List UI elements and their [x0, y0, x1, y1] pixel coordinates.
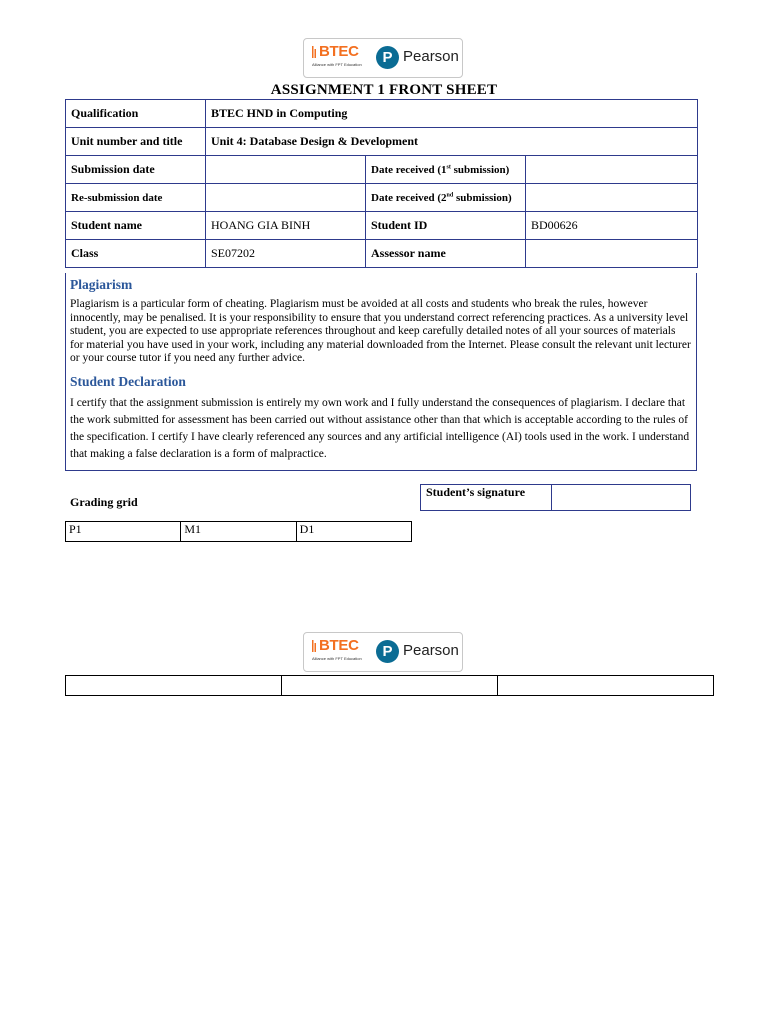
assessor-field[interactable]: [526, 240, 698, 268]
grade-cell-p1[interactable]: P1: [66, 522, 181, 542]
class-label: Class: [66, 240, 206, 268]
unit-row: [66, 128, 698, 156]
grade-cell-d1[interactable]: D1: [296, 522, 411, 542]
page2-cell-1[interactable]: [66, 676, 282, 696]
student-name-value[interactable]: HOANG GIA BINH: [206, 212, 366, 240]
btec-logo-2: [312, 637, 368, 667]
date-received-2-prefix: Date received (2: [371, 191, 447, 204]
grading-grid-label: Grading grid: [70, 495, 138, 509]
grading-grid: [65, 521, 412, 542]
signature-field[interactable]: [552, 485, 691, 511]
btec-tagline: Alliance with FPT Education: [312, 62, 362, 67]
date-received-2-field[interactable]: [526, 184, 698, 212]
unit-label: Unit number and title: [66, 128, 206, 156]
plagiarism-text: Plagiarism is a particular form of cheating. Plagiarism must be avoided at all costs and students who break the rules, however innocently, may be penalised. It is your responsibility to ensure that you understand correct referencing practices. As a university level student, you are expected to use appropriate references throughout and keep carefully detailed notes of all your sources of materials for material you have used in your work, including any material downloaded from the Internet. Please consult the relevant unit lecturer or your course tutor if you need any further advice.: [70, 298, 691, 364]
pearson-wordmark-2: Pearson: [403, 642, 459, 659]
resubmission-row: [66, 184, 698, 212]
page2-header-logo: [303, 632, 463, 672]
plagiarism-heading: Plagiarism: [70, 277, 133, 292]
header-logo: [303, 38, 463, 78]
class-row: [66, 240, 698, 268]
date-received-1-prefix: Date received (1: [371, 163, 447, 176]
declaration-text: I certify that the assignment submission is entirely my own work and I fully understand the consequences of plagiarism. I declare that the work submitted for assessment has been carried out without assistance other than that which is acceptable according to the rules of the specification. I certify I have clearly referenced any sources and any artificial intelligence (AI) tools used in the work. I understand that making a false declaration is a form of malpractice.: [70, 396, 690, 460]
btec-mark-icon: [312, 640, 317, 652]
signature-row: [421, 485, 691, 511]
date-received-2-sup: nd: [446, 191, 454, 198]
page2-cell-3[interactable]: [498, 676, 714, 696]
submission-row: [66, 156, 698, 184]
signature-table: [420, 484, 691, 511]
student-name-label: Student name: [66, 212, 206, 240]
resubmission-date-label: Re-submission date: [66, 184, 206, 212]
front-sheet-table: [65, 99, 698, 268]
grade-cell-m1[interactable]: M1: [181, 522, 296, 542]
submission-date-label: Submission date: [66, 156, 206, 184]
declaration-heading: Student Declaration: [70, 373, 186, 389]
btec-mark-icon: [312, 46, 317, 58]
pearson-wordmark: Pearson: [403, 48, 459, 65]
btec-tagline-2: Alliance with FPT Education: [312, 656, 362, 661]
date-received-2-suffix: submission): [453, 191, 512, 204]
qualification-label: Qualification: [66, 100, 206, 128]
class-value[interactable]: SE07202: [206, 240, 366, 268]
pearson-p-icon: P: [376, 46, 399, 69]
qualification-value: BTEC HND in Computing: [206, 100, 698, 128]
date-received-1-field[interactable]: [526, 156, 698, 184]
btec-wordmark-2: BTEC: [319, 637, 359, 654]
date-received-1-label: [366, 156, 526, 184]
plagiarism-declaration-box: [65, 273, 697, 471]
assessor-label: Assessor name: [366, 240, 526, 268]
page2-table-row: [66, 676, 714, 696]
grading-row: [66, 522, 412, 542]
resubmission-date-field[interactable]: [206, 184, 366, 212]
signature-label: Student’s signature: [421, 485, 552, 511]
pearson-logo: [376, 46, 460, 72]
qualification-row: [66, 100, 698, 128]
page2-table: [65, 675, 714, 696]
pearson-p-icon: P: [376, 640, 399, 663]
date-received-1-sup: st: [446, 163, 451, 170]
date-received-2-label: [366, 184, 526, 212]
student-id-label: Student ID: [366, 212, 526, 240]
student-id-value[interactable]: BD00626: [526, 212, 698, 240]
page2-cell-2[interactable]: [282, 676, 498, 696]
unit-value: Unit 4: Database Design & Development: [206, 128, 698, 156]
pearson-logo-2: [376, 640, 460, 666]
page-title: ASSIGNMENT 1 FRONT SHEET: [270, 82, 498, 98]
date-received-1-suffix: submission): [450, 163, 510, 176]
submission-date-field[interactable]: [206, 156, 366, 184]
student-row: [66, 212, 698, 240]
btec-wordmark: BTEC: [319, 43, 359, 60]
btec-logo: [312, 43, 368, 73]
